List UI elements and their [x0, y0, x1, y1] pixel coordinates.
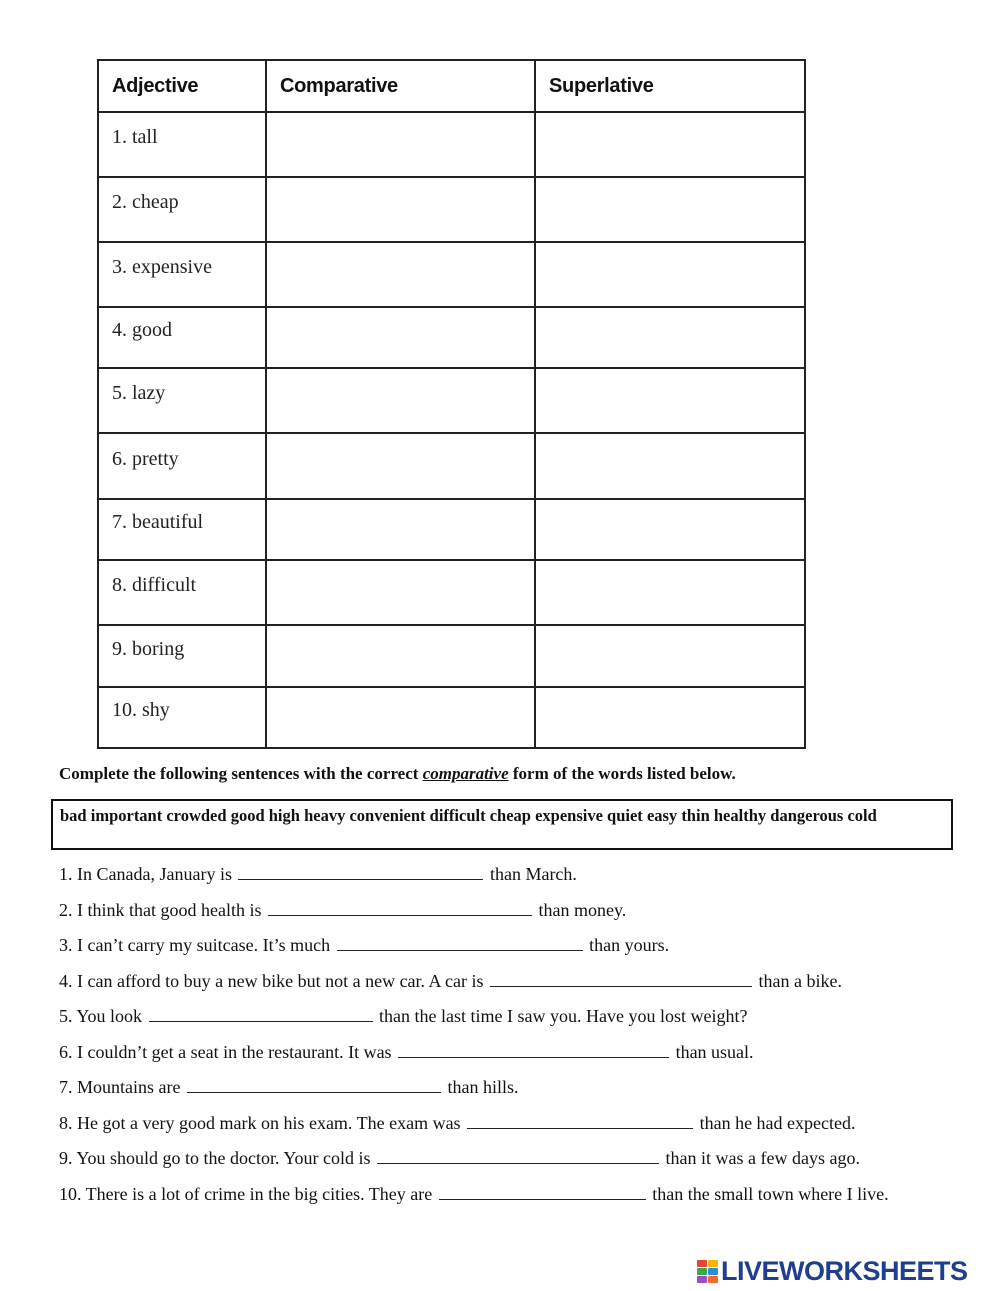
- superlative-answer-cell[interactable]: [535, 687, 805, 748]
- comparative-answer-cell[interactable]: [266, 368, 535, 433]
- table-row: [98, 687, 805, 748]
- sentence-text-before: 5. You look: [59, 1006, 147, 1026]
- adjective-cell: 9. boring: [98, 625, 266, 687]
- header-adjective: Adjective: [98, 60, 266, 112]
- instruction-text: [59, 764, 736, 784]
- word-box: [51, 799, 953, 850]
- table-row: [98, 625, 805, 687]
- adjective-cell: 3. expensive: [98, 242, 266, 307]
- word-option: high: [268, 806, 300, 825]
- superlative-answer-cell[interactable]: [535, 433, 805, 499]
- table-row: [98, 433, 805, 499]
- word-option: important: [90, 806, 163, 825]
- adjective-cell: 2. cheap: [98, 177, 266, 242]
- instruction-emphasis: comparative: [422, 764, 509, 783]
- sentence-text-after: than March.: [485, 864, 577, 884]
- sentence-text-after: than the small town where I live.: [647, 1183, 889, 1204]
- sentence-list: [59, 862, 959, 1217]
- superlative-answer-cell[interactable]: [535, 499, 805, 560]
- sentence-item: [59, 862, 959, 898]
- word-option: crowded: [166, 806, 227, 825]
- sentence-item: [59, 1040, 959, 1076]
- logo-square: [708, 1268, 718, 1275]
- sentence-text-before: 7. Mountains are: [59, 1077, 185, 1097]
- superlative-answer-cell[interactable]: [535, 625, 805, 687]
- logo-square: [697, 1268, 707, 1275]
- comparative-answer-cell[interactable]: [266, 687, 535, 748]
- word-option: thin: [681, 806, 710, 825]
- sentence-text-after: than yours.: [584, 935, 670, 955]
- word-option: dangerous: [770, 806, 844, 825]
- sentence-item: [59, 1111, 959, 1147]
- comparative-answer-cell[interactable]: [266, 112, 535, 177]
- word-option: difficult: [429, 806, 486, 825]
- comparative-answer-cell[interactable]: [266, 625, 535, 687]
- adjective-cell: 5. lazy: [98, 368, 266, 433]
- logo-square: [697, 1276, 707, 1283]
- sentence-text-after: than money.: [533, 899, 627, 920]
- answer-blank[interactable]: [268, 900, 532, 916]
- comparative-answer-cell[interactable]: [266, 242, 535, 307]
- table-row: [98, 560, 805, 625]
- comparative-answer-cell[interactable]: [266, 177, 535, 242]
- instruction-part: Complete the following sentences with the correct: [59, 764, 423, 783]
- table-row: [98, 112, 805, 177]
- logo-square: [697, 1260, 707, 1267]
- sentence-text-after: than usual.: [671, 1041, 754, 1062]
- sentence-item: [59, 1004, 959, 1040]
- sentence-text-before: 6. I couldn’t get a seat in the restaurant. It was: [59, 1041, 397, 1062]
- header-comparative: Comparative: [266, 60, 535, 112]
- answer-blank[interactable]: [467, 1113, 693, 1129]
- answer-blank[interactable]: [490, 971, 752, 987]
- answer-blank[interactable]: [377, 1148, 659, 1164]
- logo-mark-icon: [697, 1260, 718, 1283]
- table-row: [98, 177, 805, 242]
- liveworksheets-logo: [697, 1256, 968, 1286]
- word-option: cheap: [489, 806, 531, 825]
- word-option: expensive: [535, 806, 603, 825]
- table-row: [98, 499, 805, 560]
- adjective-cell: 4. good: [98, 307, 266, 368]
- sentence-item: [59, 969, 959, 1005]
- sentence-text-before: 8. He got a very good mark on his exam. The exam was: [59, 1112, 466, 1133]
- table-row: [98, 242, 805, 307]
- sentence-item: [59, 898, 959, 934]
- answer-blank[interactable]: [187, 1077, 441, 1093]
- word-option: convenient: [349, 806, 426, 825]
- sentence-text-before: 2. I think that good health is: [59, 899, 266, 920]
- word-option: easy: [646, 806, 678, 825]
- sentence-text-before: 1. In Canada, January is: [59, 864, 237, 884]
- header-superlative: Superlative: [535, 60, 805, 112]
- comparative-answer-cell[interactable]: [266, 433, 535, 499]
- word-option: healthy: [713, 806, 767, 825]
- adjective-cell: 6. pretty: [98, 433, 266, 499]
- logo-square: [708, 1276, 718, 1283]
- superlative-answer-cell[interactable]: [535, 560, 805, 625]
- sentence-text-before: 3. I can’t carry my suitcase. It’s much: [59, 935, 335, 955]
- superlative-answer-cell[interactable]: [535, 242, 805, 307]
- sentence-text-after: than the last time I saw you. Have you lost weight?: [374, 1006, 748, 1026]
- word-option: quiet: [607, 806, 643, 825]
- word-option: heavy: [304, 806, 346, 825]
- answer-blank[interactable]: [439, 1184, 646, 1200]
- instruction-part: form of the words listed below.: [508, 764, 736, 783]
- sentence-text-after: than hills.: [442, 1077, 519, 1097]
- sentence-item: [59, 1075, 959, 1111]
- sentence-text-after: than he had expected.: [695, 1112, 856, 1133]
- sentence-item: [59, 933, 959, 969]
- answer-blank[interactable]: [238, 864, 483, 880]
- adjective-cell: 8. difficult: [98, 560, 266, 625]
- logo-text: LIVEWORKSHEETS: [721, 1255, 968, 1286]
- superlative-answer-cell[interactable]: [535, 112, 805, 177]
- sentence-text-before: 10. There is a lot of crime in the big cities. They are: [59, 1183, 437, 1204]
- superlative-answer-cell[interactable]: [535, 307, 805, 368]
- superlative-answer-cell[interactable]: [535, 177, 805, 242]
- comparative-answer-cell[interactable]: [266, 560, 535, 625]
- sentence-text-after: than a bike.: [754, 970, 843, 991]
- answer-blank[interactable]: [398, 1042, 669, 1058]
- adjective-cell: 7. beautiful: [98, 499, 266, 560]
- adjective-cell: 10. shy: [98, 687, 266, 748]
- answer-blank[interactable]: [149, 1006, 373, 1022]
- sentence-text-before: 4. I can afford to buy a new bike but not a new car. A car is: [59, 970, 489, 991]
- logo-square: [708, 1260, 718, 1267]
- comparative-answer-cell[interactable]: [266, 307, 535, 368]
- sentence-item: [59, 1146, 959, 1182]
- table-row: [98, 368, 805, 433]
- superlative-answer-cell[interactable]: [535, 368, 805, 433]
- sentence-text-before: 9. You should go to the doctor. Your cold is: [59, 1148, 376, 1168]
- adjective-cell: 1. tall: [98, 112, 266, 177]
- word-option: bad: [60, 806, 87, 825]
- adjective-table: [97, 59, 806, 749]
- sentence-text-after: than it was a few days ago.: [661, 1148, 860, 1168]
- table-header-row: [98, 60, 805, 112]
- comparative-answer-cell[interactable]: [266, 499, 535, 560]
- sentence-item: [59, 1182, 959, 1218]
- answer-blank[interactable]: [337, 935, 583, 951]
- word-option: good: [230, 806, 265, 825]
- word-option: cold: [847, 806, 877, 825]
- table-row: [98, 307, 805, 368]
